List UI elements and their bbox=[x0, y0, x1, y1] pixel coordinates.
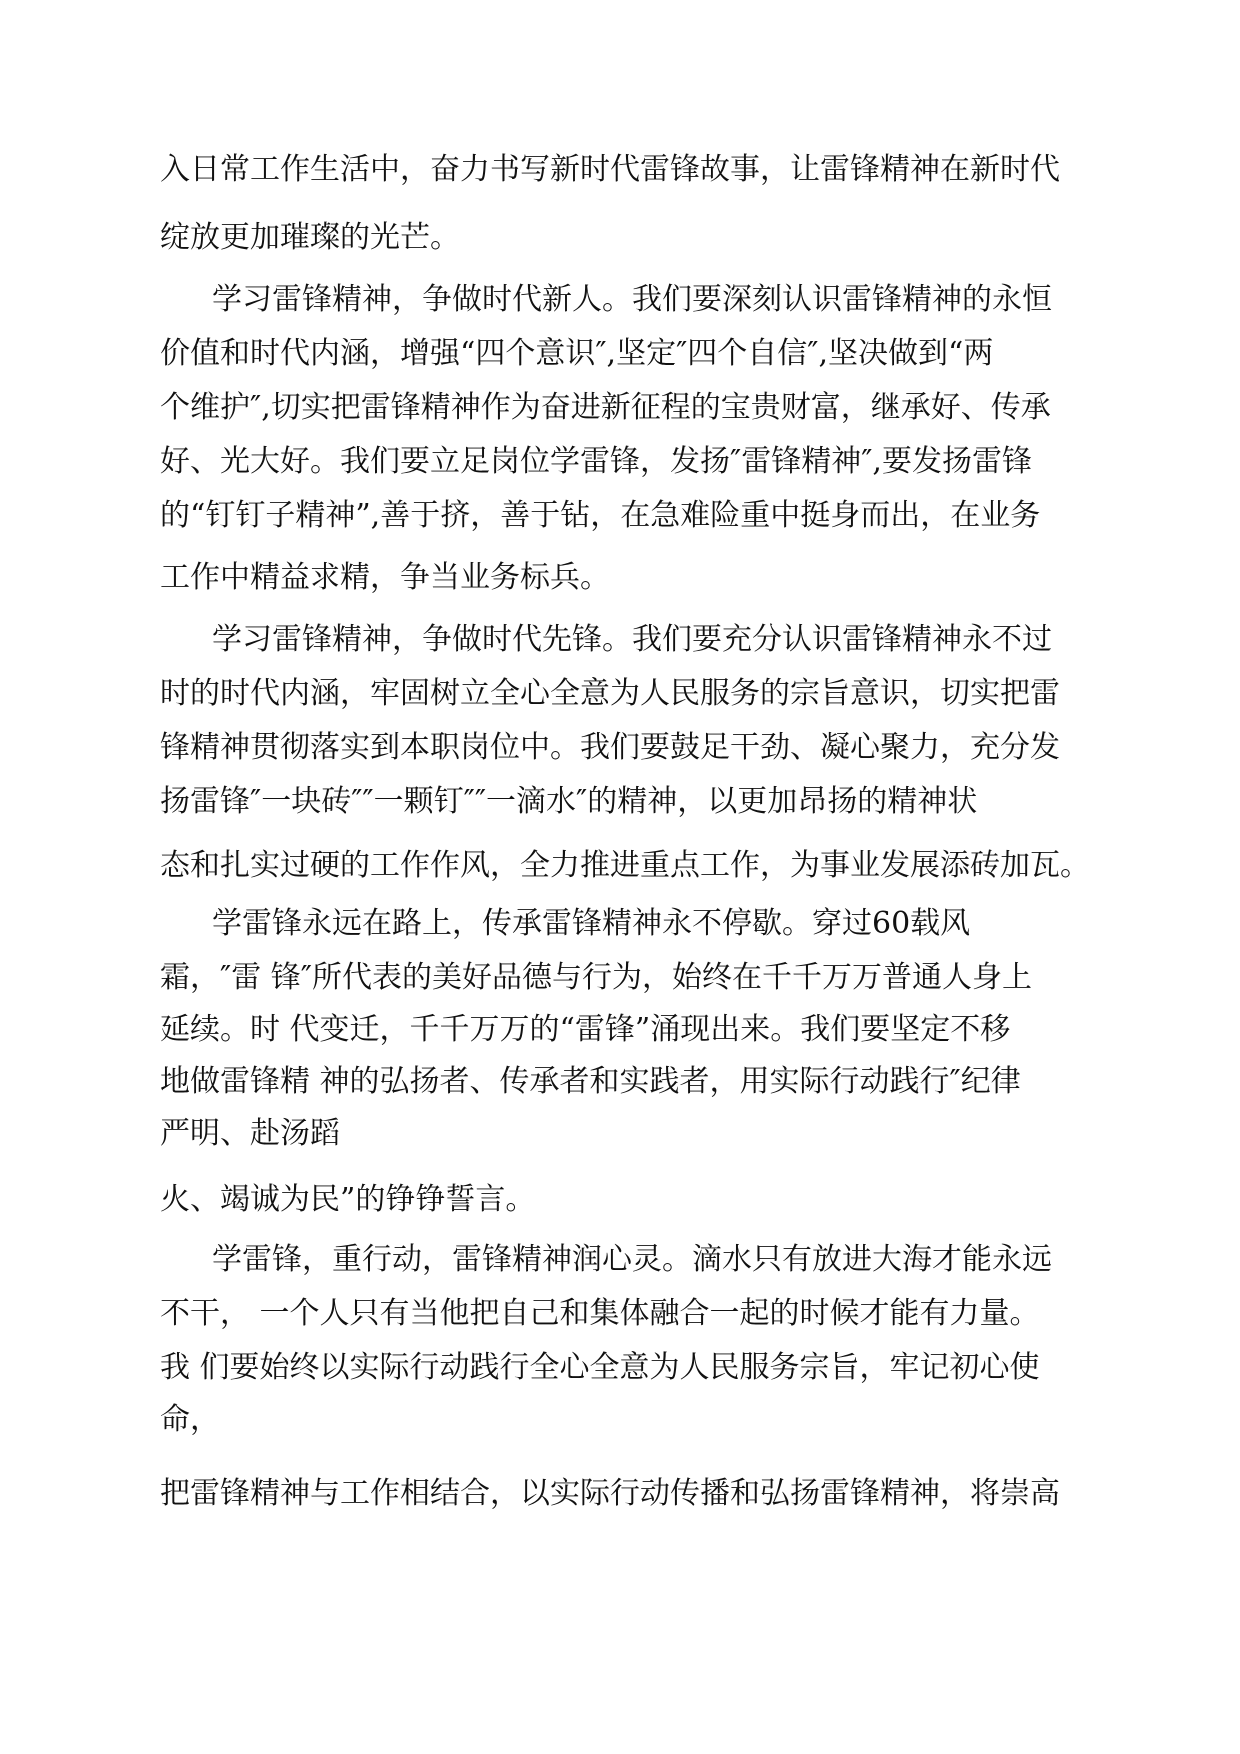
text-line-2: 绽放更加璀璨的光芒。 bbox=[160, 220, 460, 255]
text-line-6: 好、光大好。我们要立足岗位学雷锋，发扬″雷锋精神″,要发扬雷锋 bbox=[160, 444, 1032, 479]
text-line-11: 锋精神贯彻落实到本职岗位中。我们要鼓足干劲、凝心聚力，充分发 bbox=[160, 730, 1060, 765]
text-line-4: 价值和时代内涵，增强“四个意识″,坚定″四个自信″,坚决做到“两 bbox=[160, 336, 994, 371]
text-line-23: 命， bbox=[160, 1402, 220, 1437]
text-line-15: 霜，″雷 锋″所代表的美好品德与行为，始终在千千万万普通人身上 bbox=[160, 960, 1032, 995]
text-line-22: 我 们要始终以实际行动践行全心全意为人民服务宗旨，牢记初心使 bbox=[160, 1350, 1040, 1385]
paragraph-start-line-3: 学习雷锋精神，争做时代新人。我们要深刻认识雷锋精神的永恒 bbox=[212, 282, 1052, 317]
text-line-7: 的“钉钉子精神”,善于挤，善于钻，在急难险重中挺身而出，在业务 bbox=[160, 498, 1041, 533]
text-line-16: 延续。时 代变迁，千千万万的“雷锋”涌现出来。我们要坚定不移 bbox=[160, 1012, 1011, 1047]
text-line-10: 时的时代内涵，牢固树立全心全意为人民服务的宗旨意识，切实把雷 bbox=[160, 676, 1060, 711]
text-line-19: 火、竭诚为民”的铮铮誓言。 bbox=[160, 1182, 536, 1217]
text-line-5: 个维护″,切实把雷锋精神作为奋进新征程的宝贵财富，继承好、传承 bbox=[160, 390, 1051, 425]
text-line-24: 把雷锋精神与工作相结合，以实际行动传播和弘扬雷锋精神，将崇高 bbox=[160, 1476, 1060, 1511]
paragraph-start-line-9: 学习雷锋精神，争做时代先锋。我们要充分认识雷锋精神永不过 bbox=[212, 622, 1052, 657]
text-line-12: 扬雷锋″一块砖″″一颗钉″″一滴水″的精神，以更加昂扬的精神状 bbox=[160, 784, 978, 819]
text-line-17: 地做雷锋精 神的弘扬者、传承者和实践者，用实际行动践行″纪律 bbox=[160, 1064, 1021, 1099]
text-line-8: 工作中精益求精，争当业务标兵。 bbox=[160, 560, 610, 595]
paragraph-start-line-20: 学雷锋，重行动，雷锋精神润心灵。滴水只有放进大海才能永远 bbox=[212, 1242, 1052, 1277]
text-line-21: 不干， 一个人只有当他把自己和集体融合一起的时候才能有力量。 bbox=[160, 1296, 1040, 1331]
text-line-18: 严明、赴汤蹈 bbox=[160, 1116, 340, 1151]
paragraph-start-line-14: 学雷锋永远在路上，传承雷锋精神永不停歇。穿过60载风 bbox=[212, 906, 971, 941]
text-line-1: 入日常工作生活中，奋力书写新时代雷锋故事，让雷锋精神在新时代 bbox=[160, 152, 1060, 187]
text-line-13: 态和扎实过硬的工作作风，全力推进重点工作，为事业发展添砖加瓦。 bbox=[160, 848, 1090, 883]
